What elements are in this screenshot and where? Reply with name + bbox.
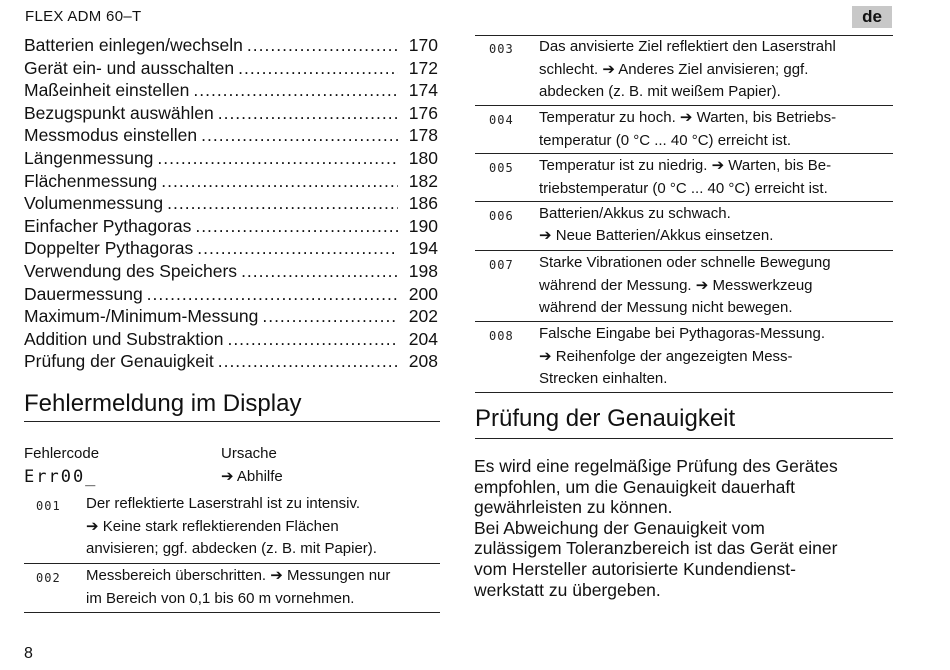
toc-item-title: Verwendung des Speichers [24,260,238,281]
toc-item [24,79,438,102]
toc-item [24,215,438,238]
error-text-line: ➔ Neue Batterien/Akkus einsetzen. [539,227,774,244]
error-text-line: Falsche Eingabe bei Pythagoras-Messung. [539,325,825,342]
paragraph-line: vom Hersteller autorisierte Kundendienst- [474,558,796,579]
toc-item-title: Maximum-/Minimum-Messung [24,306,259,327]
toc-item [24,328,438,351]
error-code-format: Err00_ [24,467,98,487]
toc-item-title: Volumenmessung [24,193,164,214]
error-text-line: während der Messung nicht bewegen. [539,299,793,316]
row-divider [475,250,893,251]
paragraph-line: empfohlen, um die Genauigkeit dauerhaft [474,476,796,497]
toc-item [24,102,438,125]
row-divider [475,153,893,154]
error-text-line: im Bereich von 0,1 bis 60 m vornehmen. [86,589,355,607]
toc-item-title: Gerät ein- und ausschalten [24,57,235,78]
toc-item-page: 174 [408,80,438,101]
error-text-line: anvisieren; ggf. abdecken (z. B. mit Papier). [86,540,377,557]
error-code: 008 [489,329,514,343]
column-header-remedy: ➔ Abhilfe [221,468,283,485]
toc-item-page: 172 [408,57,438,78]
accuracy-heading: Prüfung der Genauigkeit [475,405,736,432]
toc-item-page: 186 [408,193,438,214]
error-text-line: triebstemperatur (0 °C ... 40 °C) erreicht ist. [539,179,828,197]
error-text-line: abdecken (z. B. mit weißem Papier). [539,83,781,100]
error-row [489,36,893,104]
error-text-line: ➔ Reihenfolge der angezeigten Mess- [539,347,793,365]
error-row [489,252,893,320]
toc-item [24,237,438,260]
error-code: 001 [36,499,61,513]
toc-item [24,170,438,193]
error-text-line: Strecken einhalten. [539,370,668,387]
toc-item [24,192,438,215]
error-row [489,323,893,391]
error-text-line: Batterien/Akkus zu schwach. [539,205,731,222]
column-header-code: Fehlercode [24,445,100,462]
toc-item [24,350,438,373]
paragraph-line: Bei Abweichung der Genauigkeit vom [474,517,765,538]
row-divider [24,612,440,613]
paragraph-line: Es wird eine regelmäßige Prüfung des Gerätes [474,456,838,476]
toc-item-page: 204 [408,328,438,349]
error-row [489,203,893,247]
toc-item [24,124,438,147]
row-divider [475,201,893,202]
error-text-line: während der Messung. ➔ Messwerkzeug [539,276,813,294]
toc-item [24,147,438,170]
error-row [36,565,440,610]
column-header-cause: Ursache [221,445,277,462]
error-row [36,493,440,561]
error-text-line: Das anvisierte Ziel reflektiert den Laserstrahl [539,38,836,55]
error-code: 002 [36,571,61,585]
toc-item-page: 170 [408,35,438,55]
error-code: 003 [489,42,514,56]
toc-item-page: 194 [408,238,438,259]
toc-item-title: Dauermessung [24,283,143,304]
toc-item [24,305,438,328]
accuracy-paragraph [474,456,894,600]
error-text-line: schlecht. ➔ Anderes Ziel anvisieren; ggf. [539,60,809,78]
row-divider [475,321,893,322]
toc-item-title: Doppelter Pythagoras [24,238,194,259]
error-text-line: Temperatur zu hoch. ➔ Warten, bis Betriebs- [539,109,837,126]
row-divider [24,563,440,564]
error-text-line: Starke Vibrationen oder schnelle Bewegung [539,254,831,271]
paragraph-line: werkstatt zu übergeben. [474,579,661,600]
errors-heading: Fehlermeldung im Display [24,390,302,417]
paragraph-line: zulässigem Toleranzbereich ist das Gerät einer [474,538,838,559]
toc-item-title: Messmodus einstellen [24,125,198,146]
document-title: FLEX ADM 60–T [25,8,142,25]
error-text-line: temperatur (0 °C ... 40 °C) erreicht ist. [539,131,792,149]
toc-item-page: 208 [408,351,438,372]
error-code: 004 [489,113,514,127]
heading-rule [475,438,893,439]
error-text-line: Temperatur ist zu niedrig. ➔ Warten, bis Be- [539,157,832,174]
toc-item [24,260,438,283]
error-text-line: Messbereich überschritten. ➔ Messungen nur [86,567,391,584]
heading-rule [24,421,440,422]
error-row [489,107,893,152]
error-text-line: ➔ Keine stark reflektierenden Flächen [86,517,339,535]
toc-item-page: 190 [408,215,438,236]
row-divider [475,105,893,106]
toc-item-title: Maßeinheit einstellen [24,80,190,101]
error-row [489,155,893,200]
toc-item [24,34,438,57]
toc-item-title: Längenmessung [24,147,154,168]
toc-item-title: Einfacher Pythagoras [24,215,192,236]
toc-item-title: Flächenmessung [24,170,158,191]
toc-item-title: Bezugspunkt auswählen [24,102,214,123]
toc-item [24,57,438,80]
table-of-contents [24,34,438,373]
paragraph-line: gewährleisten zu können. [474,497,673,518]
toc-item-page: 200 [408,283,438,304]
toc-item-title: Batterien einlegen/wechseln [24,35,243,55]
toc-item-page: 178 [408,125,438,146]
error-text-line: Der reflektierte Laserstrahl ist zu intensiv. [86,495,360,512]
language-badge: de [852,6,892,28]
toc-item-page: 198 [408,260,438,281]
toc-item-title: Addition und Substraktion [24,328,224,349]
page-number: 8 [24,645,33,662]
toc-item-title: Prüfung der Genauigkeit [24,351,214,372]
toc-item-page: 176 [408,102,438,123]
error-code: 007 [489,258,514,272]
row-divider [475,392,893,393]
error-code: 006 [489,209,514,223]
toc-item-page: 182 [408,170,438,191]
toc-item-page: 202 [408,306,438,327]
toc-item [24,283,438,306]
toc-item-page: 180 [408,147,438,168]
error-code: 005 [489,161,514,175]
